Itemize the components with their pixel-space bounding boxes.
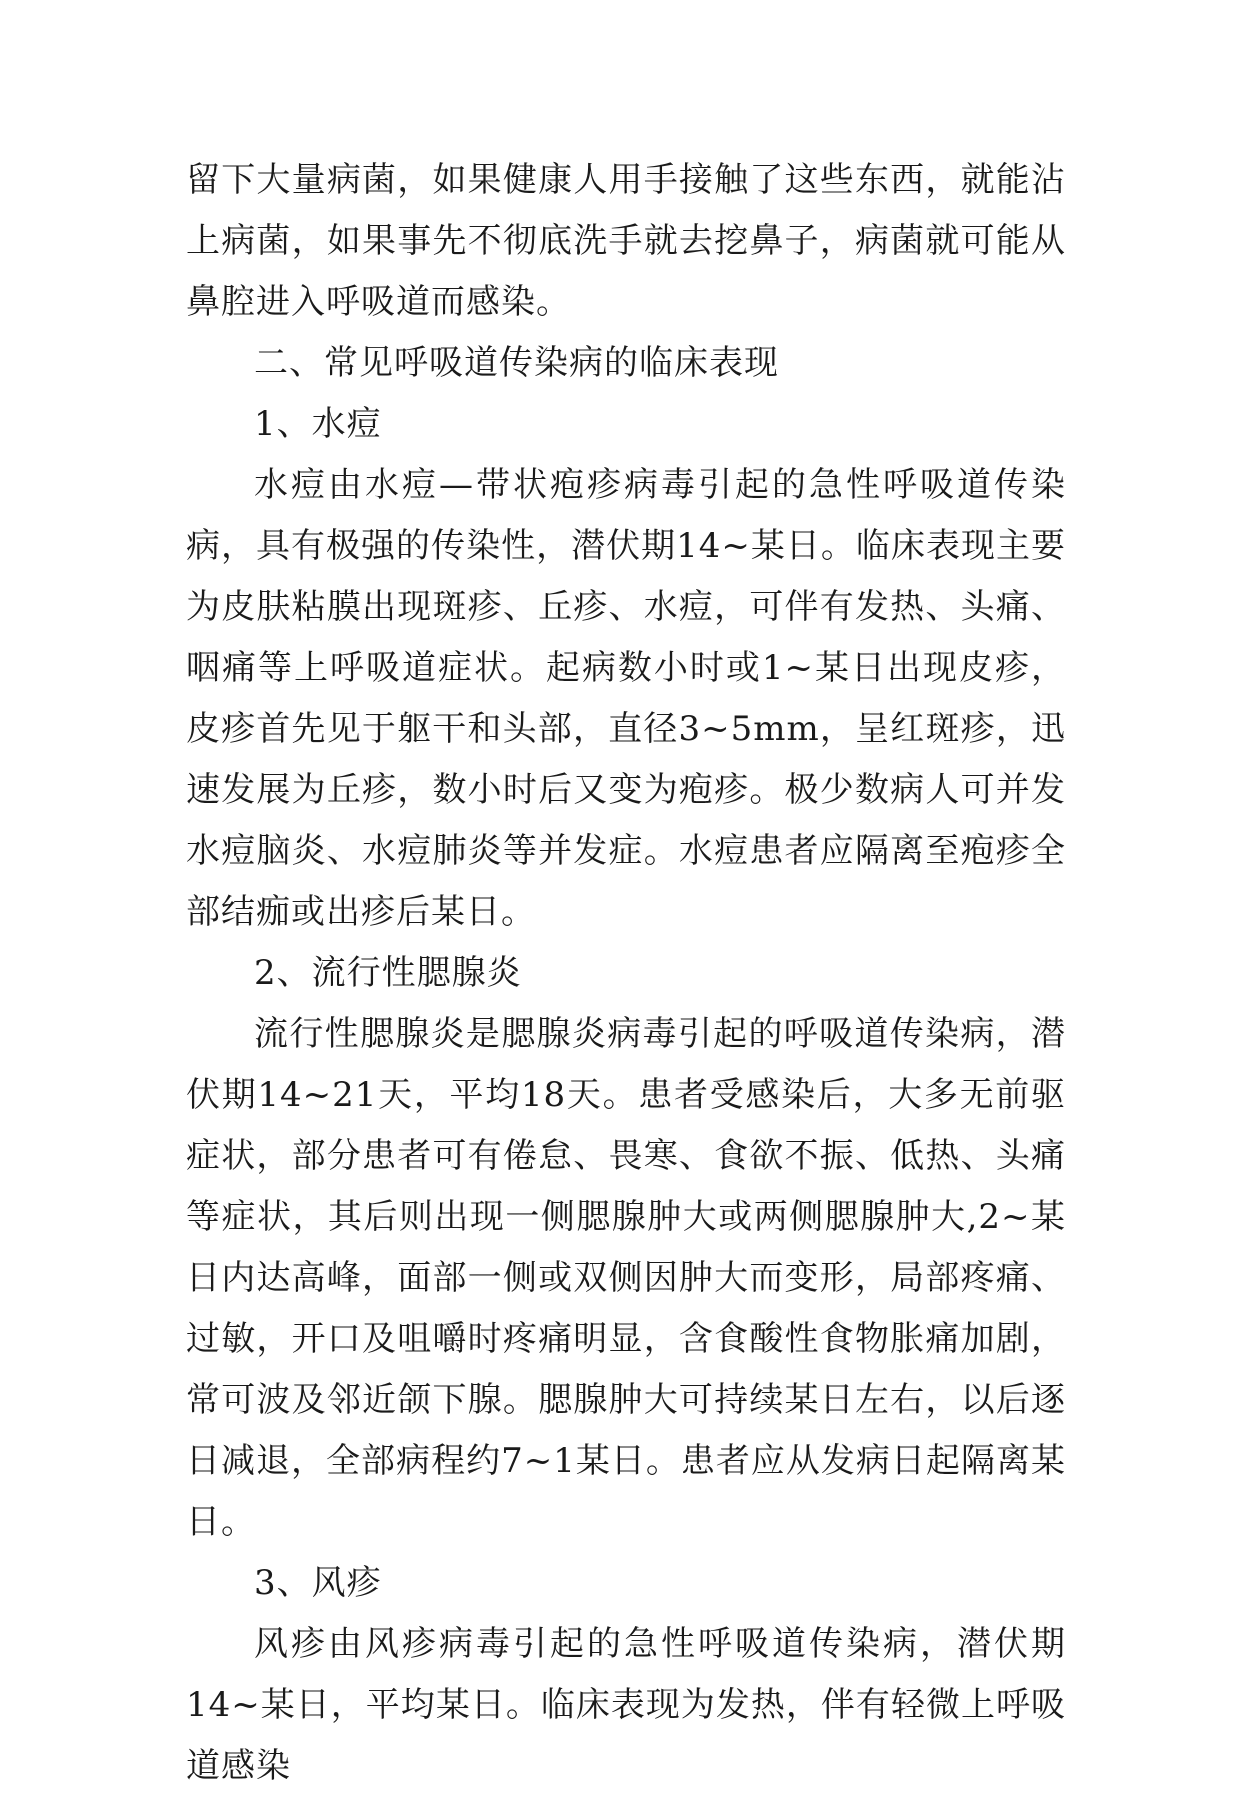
paragraph-varicella: 水痘由水痘—带状疱疹病毒引起的急性呼吸道传染病，具有极强的传染性，潜伏期14~某日。临床表现主要为皮肤粘膜出现斑疹、丘疹、水痘，可伴有发热、头痛、咽痛等上呼吸道症状。起病数小时或1~某日出现皮疹，皮疹首先见于躯干和头部，直径3~5mm，呈红斑疹，迅速发展为丘疹，数小时后又变为疱疹。极少数病人可并发水痘脑炎、水痘肺炎等并发症。水痘患者应隔离至疱疹全部结痂或出疹后某日。 (186, 465, 1066, 932)
section-heading: 二、常见呼吸道传染病的临床表现 (254, 343, 779, 383)
subheading-rubella: 3、风疹 (254, 1563, 382, 1603)
document-body (186, 150, 1066, 1797)
paragraph-continuation: 留下大量病菌，如果健康人用手接触了这些东西，就能沾上病菌，如果事先不彻底洗手就去挖鼻子，病菌就可能从鼻腔进入呼吸道而感染。 (186, 160, 1066, 322)
paragraph-rubella: 风疹由风疹病毒引起的急性呼吸道传染病，潜伏期14~某日，平均某日。临床表现为发热，伴有轻微上呼吸道感染 (186, 1624, 1066, 1786)
subheading-mumps: 2、流行性腮腺炎 (254, 953, 522, 993)
paragraph-mumps: 流行性腮腺炎是腮腺炎病毒引起的呼吸道传染病，潜伏期14~21天，平均18天。患者受感染后，大多无前驱症状，部分患者可有倦怠、畏寒、食欲不振、低热、头痛等症状，其后则出现一侧腮腺肿大或两侧腮腺肿大,2~某日内达高峰，面部一侧或双侧因肿大而变形，局部疼痛、过敏，开口及咀嚼时疼痛明显，含食酸性食物胀痛加剧，常可波及邻近颌下腺。腮腺肿大可持续某日左右，以后逐日减退，全部病程约7~1某日。患者应从发病日起隔离某日。 (186, 1014, 1066, 1542)
subheading-varicella: 1、水痘 (254, 404, 382, 444)
